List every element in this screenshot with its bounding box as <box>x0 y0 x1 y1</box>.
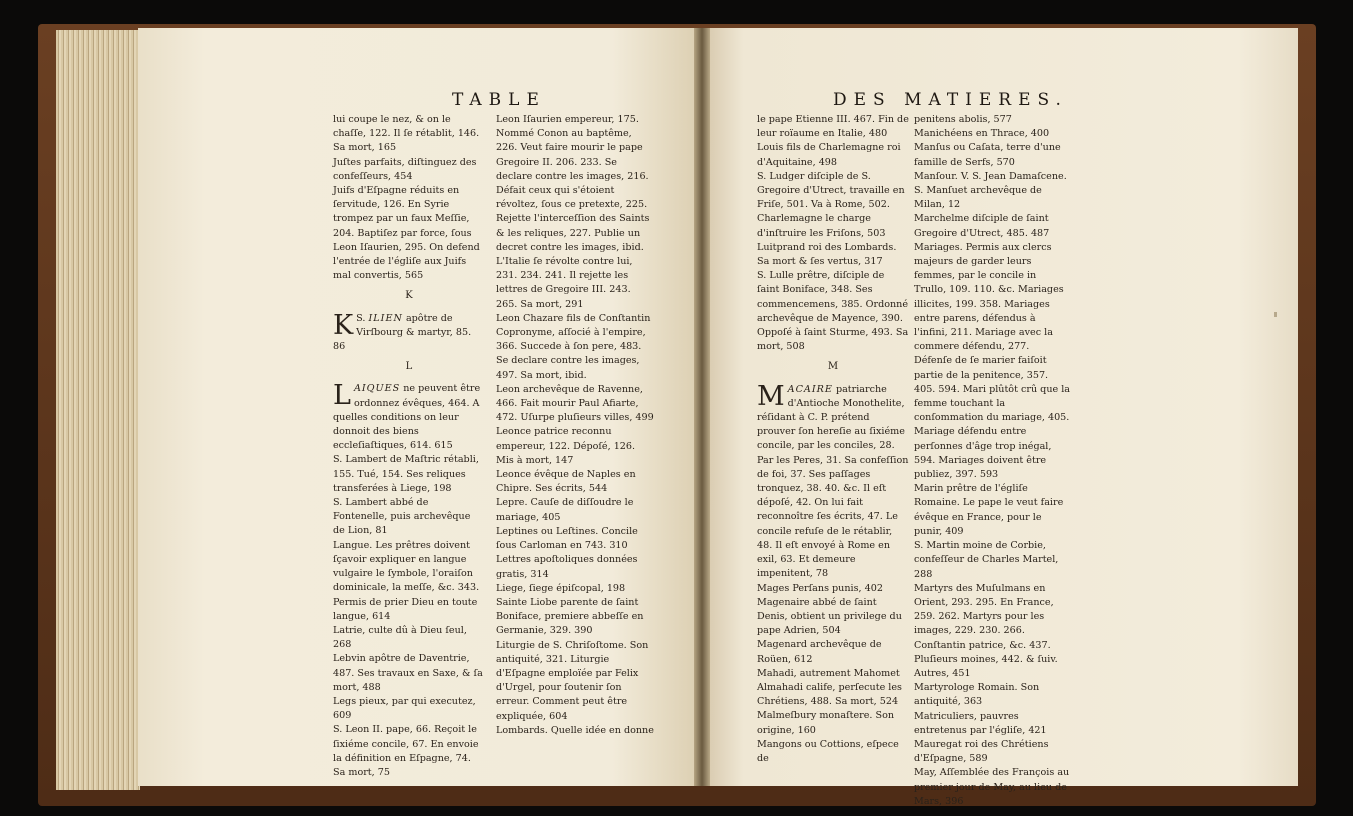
index-entry-macaire <box>757 380 909 582</box>
section-letter-k: K <box>405 290 413 302</box>
index-entry: Leonce patrice reconnu empereur, 122. Dépoſé, 126. Mis à mort, 147 <box>496 426 636 466</box>
header-right: DES MATIERES. <box>833 90 1068 110</box>
index-entry: Mauregat roi des Chrétiens d'Eſpagne, 589 <box>914 738 1049 765</box>
column-3 <box>757 113 909 766</box>
index-entry: Latrie, culte dû à Dieu ſeul, 268 <box>333 624 467 651</box>
header-left: TABLE <box>452 90 546 110</box>
index-entry: S. Manſuet archevêque de Milan, 12 <box>914 185 1042 211</box>
entry-text: patriarche d'Antioche Monothelite, réſidant à C. P. prétend prouver ſon hereſie au ſixiéme concile, par les conciles, 28. Par les Peres, 31. Sa confeſſion de foi, 37. Ses paſſages tronquez, 38. 40. &c. Il eſt dépoſé, 42. On lui fait reconnoître ſes écrits, 47. Le concile refuſe de le rétablir, 48. Il eſt envoyé à Rome en exil, 63. Et demeure impenitent, 78 <box>757 383 909 580</box>
index-entry: le pape Etienne III. 467. Fin de leur roïaume en Italie, 480 <box>757 114 909 140</box>
index-entry: May, Aſſemblée des François au premier jour de May, au lieu de Mars, 396 <box>914 767 1070 807</box>
index-entry: S. Lambert abbé de Fontenelle, puis archevêque de Lion, 81 <box>333 497 471 537</box>
index-entry: Langue. Les prêtres doivent ſçavoir expliquer en langue vulgaire le ſymbole, l'oraiſon dominicale, la meſſe, &c. 343. Permis de prier Dieu en toute langue, 614 <box>333 539 480 622</box>
entry-head: ACAIRE <box>787 383 833 395</box>
index-entry: S. Leon II. pape, 66. Reçoit le ſixiéme concile, 67. En envoie la définition en Eſpagne, 74. Sa mort, 75 <box>333 724 479 778</box>
index-entry: Matriculiers, pauvres entretenus par l'égliſe, 421 <box>914 710 1047 736</box>
entry-head: AIQUES <box>353 383 401 395</box>
index-entry: S. Ludger diſciple de S. Gregoire d'Utrect, travaille en Friſe, 501. Va à Rome, 502. Charlemagne le charge d'inſtruire les Friſons, 503 <box>757 170 905 239</box>
index-entry: Liturgie de S. Chriſoſtome. Son antiquité, 321. Liturgie d'Eſpagne emploïée par Felix d'Urgel, pour ſoutenir ſon erreur. Comment peut être expliquée, 604 <box>496 639 649 722</box>
index-entry: lui coupe le nez, & on le chaſſe, 122. Il ſe rétablit, 146. Sa mort, 165 <box>333 114 480 154</box>
index-entry: Mages Perſans punis, 402 <box>757 582 883 594</box>
saint-prefix: S. <box>356 312 366 324</box>
index-entry: Leonce évêque de Naples en Chipre. Ses écrits, 544 <box>496 469 636 495</box>
index-entry: S. Martin moine de Corbie, confeſſeur de Charles Martel, 288 <box>914 540 1059 580</box>
index-entry: Leon Iſaurien empereur, 175. Nommé Conon au baptême, 226. Veut faire mourir le pape Gregoire II. 206. 233. Se declare contre les images, 216. Défait ceux qui s'étoient révoltez, ſous ce pretexte, 225. Rejette l'interceſſion des Saints & les reliques, 227. Publie un decret contre les images, ibid. L'Italie ſe révolte contre lui, 231. 234. 241. Il rejette les lettres de Gregoire III. 243. 265. Sa mort, 291 <box>496 114 650 310</box>
entry-head: ILIEN <box>368 312 403 324</box>
index-entry: Leptines ou Leſtines. Concile ſous Carloman en 743. 310 <box>496 525 638 552</box>
index-entry: S. Lambert de Maſtric rétabli, 155. Tué, 154. Ses reliques transferées à Liege, 198 <box>333 454 479 494</box>
index-entry: Legs pieux, par qui executez, 609 <box>333 695 476 722</box>
index-entry: Sainte Liobe parente de ſaint Boniface, premiere abbeſſe en Germanie, 329. 390 <box>496 596 644 637</box>
index-entry: Leon archevêque de Ravenne, 466. Fait mourir Paul Afiarte, 472. Uſurpe pluſieurs villes, 499 <box>496 383 654 424</box>
column-4 <box>914 113 1070 809</box>
index-entry: Malmeſbury monaſtere. Son origine, 160 <box>757 710 895 736</box>
index-entry: Marin prêtre de l'égliſe Romaine. Le pape le veut faire évêque en France, pour le punir, 409 <box>914 483 1064 537</box>
entry-text: ne peuvent être ordonnez évêques, 464. A quelles conditions on leur donnoit des biens eccleſiaſtiques, 614. 615 <box>333 383 481 452</box>
drop-cap: L <box>333 380 351 412</box>
column-2 <box>496 113 654 738</box>
index-entry: S. Lulle prêtre, diſciple de ſaint Boniface, 348. Ses commencemens, 385. Ordonné archevêque de Mayence, 390. Oppoſé à ſaint Sturme, 493. Sa mort, 508 <box>757 270 909 353</box>
section-letter-l: L <box>405 361 413 373</box>
index-entry-laiques <box>333 382 485 453</box>
page-mark <box>1274 312 1277 317</box>
index-entry: Manſus ou Caſata, terre d'une famille de Serfs, 570 <box>914 142 1061 168</box>
index-entry: Louis fils de Charlemagne roi d'Aquitaine, 498 <box>757 142 901 168</box>
index-entry: Lombards. Quelle idée en donne <box>496 724 654 736</box>
index-entry: Manſour. V. S. Jean Damaſcene. <box>914 170 1067 182</box>
index-entry: penitens abolis, 577 <box>914 114 1012 125</box>
index-entry: Lettres apoſtoliques données gratis, 314 <box>496 554 638 580</box>
index-entry: Martyrologe Romain. Son antiquité, 363 <box>914 682 1040 708</box>
index-entry: Manichéens en Thrace, 400 <box>914 128 1050 140</box>
index-entry: Marchelme diſciple de ſaint Gregoire d'Utrect, 485. 487 <box>914 213 1050 239</box>
index-entry: Lepre. Cauſe de diſſoudre le mariage, 405 <box>496 497 634 523</box>
index-entry: Leon Chazare fils de Conſtantin Copronyme, aſſocié à l'empire, 366. Succede à ſon pere, 483. Se declare contre les images, 497. Sa mort, ibid. <box>496 312 651 381</box>
index-entry: Martyrs des Muſulmans en Orient, 293. 295. En France, 259. 262. Martyrs pour les images, 229. 230. 266. Conſtantin patrice, &c. 437. Pluſieurs moines, 442. & ſuiv. Autres, 451 <box>914 582 1058 679</box>
index-entry: Mahadi, autrement Mahomet Almahadi calife, perſecute les Chrétiens, 488. Sa mort, 524 <box>757 667 902 708</box>
drop-cap: K <box>333 309 354 341</box>
index-entry: Magenaire abbé de ſaint Denis, obtient un privilege du pape Adrien, 504 <box>757 596 902 637</box>
index-entry: Liege, ſiege épiſcopal, 198 <box>496 582 626 594</box>
index-entry: Juſtes parfaits, diſtinguez des confeſſeurs, 454 <box>333 156 477 182</box>
index-entry: Mariages. Permis aux clercs majeurs de garder leurs femmes, par le concile in Trullo, 109. 110. &c. Mariages illicites, 199. 358. Mariages entre parens, défendus à l'infini, 211. Mariage avec la commere défendu, 277. Défenſe de ſe marier faiſoit partie de la penitence, 357. 405. 594. Mari plûtôt crû que la femme touchant la conſommation du mariage, 405. Mariage défendu entre perſonnes d'âge trop inégal, 594. Mariages doivent être publiez, 397. 593 <box>914 241 1071 481</box>
entry-text: apôtre de Virſbourg & martyr, 85. 86 <box>333 312 472 353</box>
index-entry-kilien <box>333 309 485 355</box>
index-entry: Mangons ou Cottions, eſpece de <box>757 738 899 764</box>
index-entry: Juifs d'Eſpagne réduits en ſervitude, 126. En Syrie trompez par un faux Meſſie, 204. Baptiſez par force, ſous Leon Iſaurien, 295. On defend l'entrée de l'égliſe aux Juifs mal convertis, 565 <box>333 185 480 282</box>
book-gutter <box>694 28 710 786</box>
index-entry: Magenard archevêque de Roüen, 612 <box>757 639 882 665</box>
section-letter-m: M <box>827 361 839 373</box>
page-edges <box>56 30 140 790</box>
drop-cap: M <box>757 380 785 412</box>
column-1 <box>333 113 485 780</box>
index-entry: Luitprand roi des Lombards. Sa mort & ſes vertus, 317 <box>757 241 897 268</box>
index-entry: Lebvin apôtre de Daventrie, 487. Ses travaux en Saxe, & ſa mort, 488 <box>333 653 483 693</box>
